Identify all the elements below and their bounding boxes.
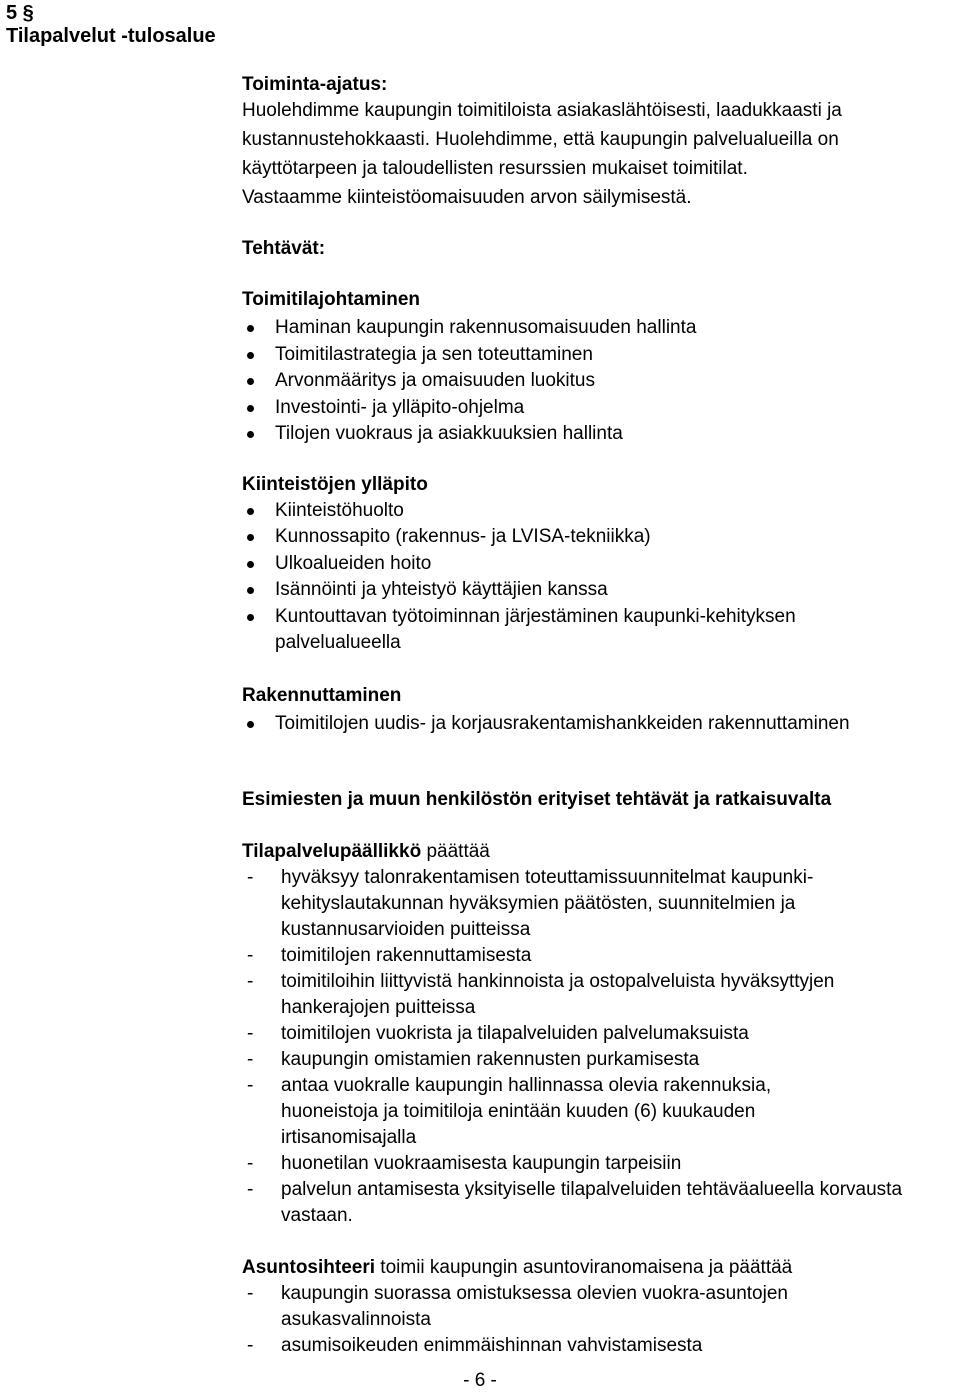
- list-item: Ulkoalueiden hoito: [242, 551, 960, 578]
- list-item-text: toimitiloihin liittyvistä hankinnoista ja ostopalveluista hyväksyttyjen hankerajojen puitteissa: [281, 971, 835, 1018]
- bullet-list: [242, 711, 960, 738]
- list-item: - kaupungin suorassa omistuksessa olevien vuokra-asuntojen asukasvalinnoista: [247, 1283, 788, 1330]
- list-item-text: toimitilojen vuokrista ja tilapalveluiden palvelumaksuista: [281, 1023, 749, 1044]
- special-heading: Esimiesten ja muun henkilöstön erityiset tehtävät ja ratkaisuvalta: [242, 789, 832, 810]
- tasks-heading: Tehtävät:: [242, 238, 326, 259]
- list-item-text: palvelun antamisesta yksityiselle tilapalveluiden tehtäväalueella korvausta vastaan.: [281, 1179, 903, 1226]
- list-item: - toimitilojen rakennuttamisesta: [247, 945, 532, 966]
- list-item: - palvelun antamisesta yksityiselle tilapalveluiden tehtäväalueella korvausta vastaan.: [247, 1179, 903, 1226]
- list-item-text: kaupungin omistamien rakennusten purkamisesta: [281, 1049, 700, 1070]
- role-verb: toimii kaupungin asuntoviranomaisena ja päättää: [375, 1257, 793, 1278]
- role-line: [242, 839, 960, 865]
- dash-list: [242, 865, 922, 1229]
- list-item: - hyväksyy talonrakentamisen toteuttamissuunnitelmat kaupunki-kehityslautakunnan hyväksymien päätösten, suunnitelmien ja kustannusarvioiden puitteissa: [247, 867, 814, 940]
- list-item: Arvonmääritys ja omaisuuden luokitus: [242, 368, 960, 395]
- mission-line: Vastaamme kiinteistöomaisuuden arvon säilymisestä.: [242, 187, 692, 208]
- list-item: Kiinteistöhuolto: [242, 498, 960, 525]
- list-item-text: asumisoikeuden enimmäishinnan vahvistamisesta: [281, 1335, 703, 1356]
- section-number: 5 §: [6, 2, 34, 24]
- role-name: Asuntosihteeri: [242, 1257, 376, 1278]
- page-number-text: - 6 -: [463, 1370, 497, 1391]
- list-item: Isännöinti ja yhteistyö käyttäjien kanssa: [242, 577, 960, 604]
- list-item-text: hyväksyy talonrakentamisen toteuttamissuunnitelmat kaupunki-kehityslautakunnan hyväksymien päätösten, suunnitelmien ja kustannusarvioiden puitteissa: [281, 867, 814, 940]
- list-item: - huonetilan vuokraamisesta kaupungin tarpeisiin: [247, 1153, 682, 1174]
- mission-line: Huolehdimme kaupungin toimitiloista asiakaslähtöisesti, laadukkaasti ja: [242, 100, 842, 121]
- list-item: Tilojen vuokraus ja asiakkuuksien hallinta: [242, 421, 960, 448]
- document-body: [242, 72, 960, 1359]
- list-item: Kunnossapito (rakennus- ja LVISA-tekniikka): [242, 524, 960, 551]
- group-title: Kiinteistöjen ylläpito: [242, 473, 428, 495]
- list-item-text: toimitilojen rakennuttamisesta: [281, 945, 532, 966]
- section-title: Tilapalvelut -tulosalue: [6, 25, 216, 47]
- group-title: Toimitilajohtaminen: [242, 289, 421, 310]
- list-item-text: antaa vuokralle kaupungin hallinnassa olevia rakennuksia, huoneistoja ja toimitiloja enintään kuuden (6) kuukauden irtisanomisajalla: [281, 1075, 772, 1148]
- mission-line: käyttötarpeen ja taloudellisten resurssien mukaiset toimitilat.: [242, 158, 748, 179]
- list-item: - toimitiloihin liittyvistä hankinnoista ja ostopalveluista hyväksyttyjen hankerajojen puitteissa: [247, 971, 835, 1018]
- list-item: Toimitilastrategia ja sen toteuttaminen: [242, 342, 960, 369]
- list-item-text: huonetilan vuokraamisesta kaupungin tarpeisiin: [281, 1153, 682, 1174]
- bullet-list: [242, 498, 960, 657]
- mission-heading: Toiminta-ajatus:: [242, 74, 388, 95]
- mission-line: kustannustehokkaasti. Huolehdimme, että kaupungin palvelualueilla on: [242, 129, 839, 150]
- list-item-text: kaupungin suorassa omistuksessa olevien vuokra-asuntojen asukasvalinnoista: [281, 1283, 788, 1330]
- list-item: Haminan kaupungin rakennusomaisuuden hallinta: [242, 315, 960, 342]
- role-name: Tilapalvelupäällikkö: [242, 841, 422, 862]
- list-item: Toimitilojen uudis- ja korjausrakentamishankkeiden rakennuttaminen: [242, 711, 960, 738]
- list-item: - kaupungin omistamien rakennusten purkamisesta: [247, 1049, 700, 1070]
- list-item: Investointi- ja ylläpito-ohjelma: [242, 395, 960, 422]
- role-line: [242, 1255, 960, 1281]
- role-verb: päättää: [421, 841, 490, 862]
- mission-text: [242, 96, 960, 212]
- list-item: - antaa vuokralle kaupungin hallinnassa olevia rakennuksia, huoneistoja ja toimitiloja enintään kuuden (6) kuukauden irtisanomisajalla: [247, 1075, 772, 1148]
- list-item: - asumisoikeuden enimmäishinnan vahvistamisesta: [247, 1335, 703, 1356]
- bullet-list: [242, 315, 960, 448]
- list-item: Kuntouttavan työtoiminnan järjestäminen kaupunki-kehityksen palvelualueella: [242, 604, 915, 657]
- dash-list: [242, 1281, 902, 1359]
- list-item: - toimitilojen vuokrista ja tilapalveluiden palvelumaksuista: [247, 1023, 749, 1044]
- group-title: Rakennuttaminen: [242, 684, 402, 706]
